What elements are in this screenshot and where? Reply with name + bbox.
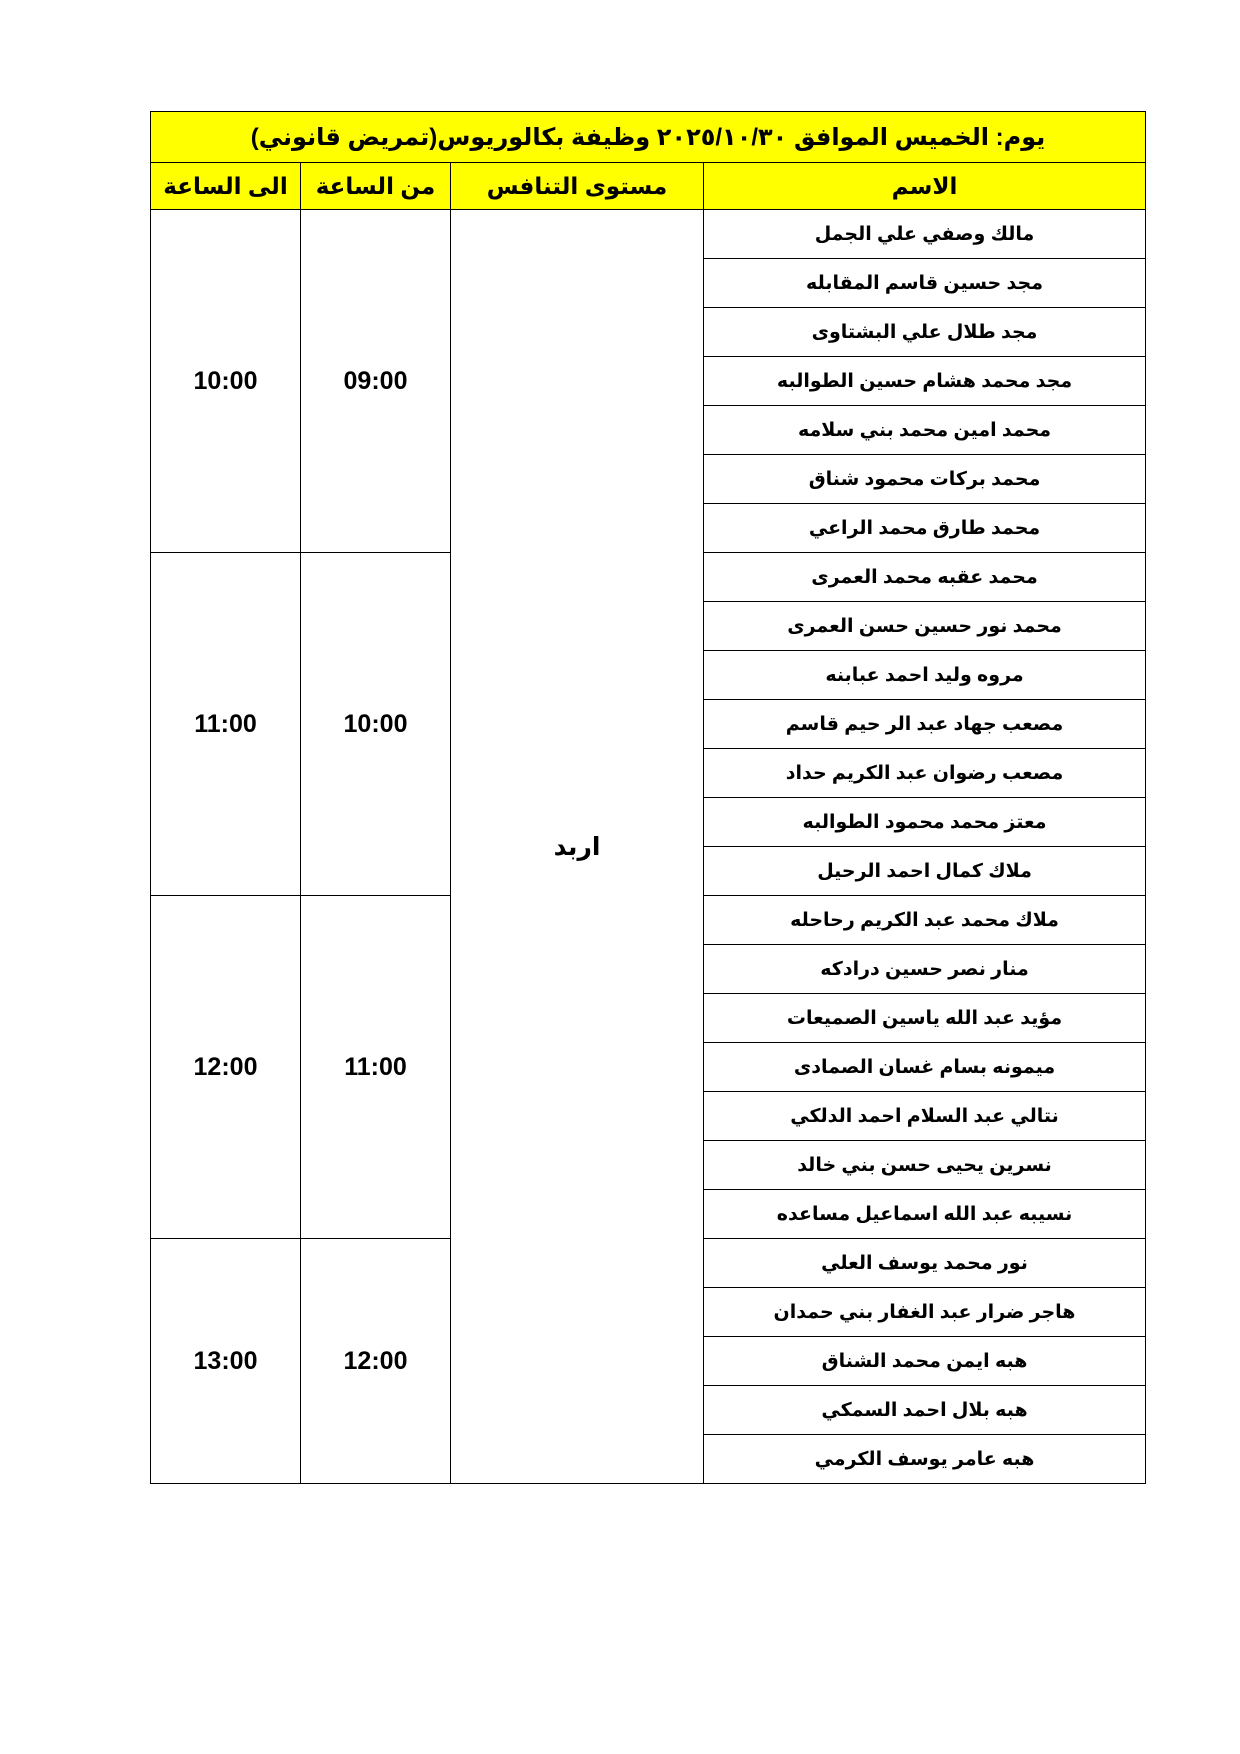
candidate-name: مجد طلال علي البشتاوى — [704, 308, 1146, 357]
slot-to-time: 10:00 — [151, 210, 301, 553]
candidate-name: مؤيد عبد الله ياسين الصميعات — [704, 994, 1146, 1043]
candidate-name: مصعب جهاد عبد الر حيم قاسم — [704, 700, 1146, 749]
candidate-name: مجد حسين قاسم المقابله — [704, 259, 1146, 308]
candidate-name: محمد طارق محمد الراعي — [704, 504, 1146, 553]
candidate-name: هبه عامر يوسف الكرمي — [704, 1435, 1146, 1484]
candidate-name: منار نصر حسين درادكه — [704, 945, 1146, 994]
header-level: مستوى التنافس — [451, 163, 704, 210]
candidate-name: محمد عقبه محمد العمرى — [704, 553, 1146, 602]
competition-level: اربد — [451, 210, 704, 1484]
candidate-name: نسرين يحيى حسن بني خالد — [704, 1141, 1146, 1190]
candidate-name: ميمونه بسام غسان الصمادى — [704, 1043, 1146, 1092]
header-row — [151, 163, 1146, 210]
title-row — [151, 112, 1146, 163]
candidate-name: نتالي عبد السلام احمد الدلكي — [704, 1092, 1146, 1141]
slot-from-time: 09:00 — [301, 210, 451, 553]
schedule-table — [150, 111, 1146, 1484]
slot-from-time: 12:00 — [301, 1239, 451, 1484]
header-name: الاسم — [704, 163, 1146, 210]
header-from: من الساعة — [301, 163, 451, 210]
page-title: يوم: الخميس الموافق ٢٠٢٥/١٠/٣٠ وظيفة بكالوريوس(تمريض قانوني) — [151, 112, 1146, 163]
slot-from-time: 10:00 — [301, 553, 451, 896]
candidate-name: هبه بلال احمد السمكي — [704, 1386, 1146, 1435]
candidate-name: نسيبه عبد الله اسماعيل مساعده — [704, 1190, 1146, 1239]
slot-to-time: 13:00 — [151, 1239, 301, 1484]
slot-to-time: 12:00 — [151, 896, 301, 1239]
header-to: الى الساعة — [151, 163, 301, 210]
candidate-name: ملاك محمد عبد الكريم رحاحله — [704, 896, 1146, 945]
slot-to-time: 11:00 — [151, 553, 301, 896]
candidate-name: مصعب رضوان عبد الكريم حداد — [704, 749, 1146, 798]
candidate-name: مجد محمد هشام حسين الطوالبه — [704, 357, 1146, 406]
candidate-name: محمد امين محمد بني سلامه — [704, 406, 1146, 455]
schedule-body — [151, 112, 1146, 1484]
candidate-name: ملاك كمال احمد الرحيل — [704, 847, 1146, 896]
candidate-name: محمد بركات محمود شناق — [704, 455, 1146, 504]
candidate-name: هاجر ضرار عبد الغفار بني حمدان — [704, 1288, 1146, 1337]
table-row — [151, 210, 1146, 259]
slot-from-time: 11:00 — [301, 896, 451, 1239]
candidate-name: مروه وليد احمد عبابنه — [704, 651, 1146, 700]
candidate-name: نور محمد يوسف العلي — [704, 1239, 1146, 1288]
candidate-name: مالك وصفي علي الجمل — [704, 210, 1146, 259]
candidate-name: محمد نور حسين حسن العمرى — [704, 602, 1146, 651]
candidate-name: معتز محمد محمود الطوالبه — [704, 798, 1146, 847]
candidate-name: هبه ايمن محمد الشناق — [704, 1337, 1146, 1386]
